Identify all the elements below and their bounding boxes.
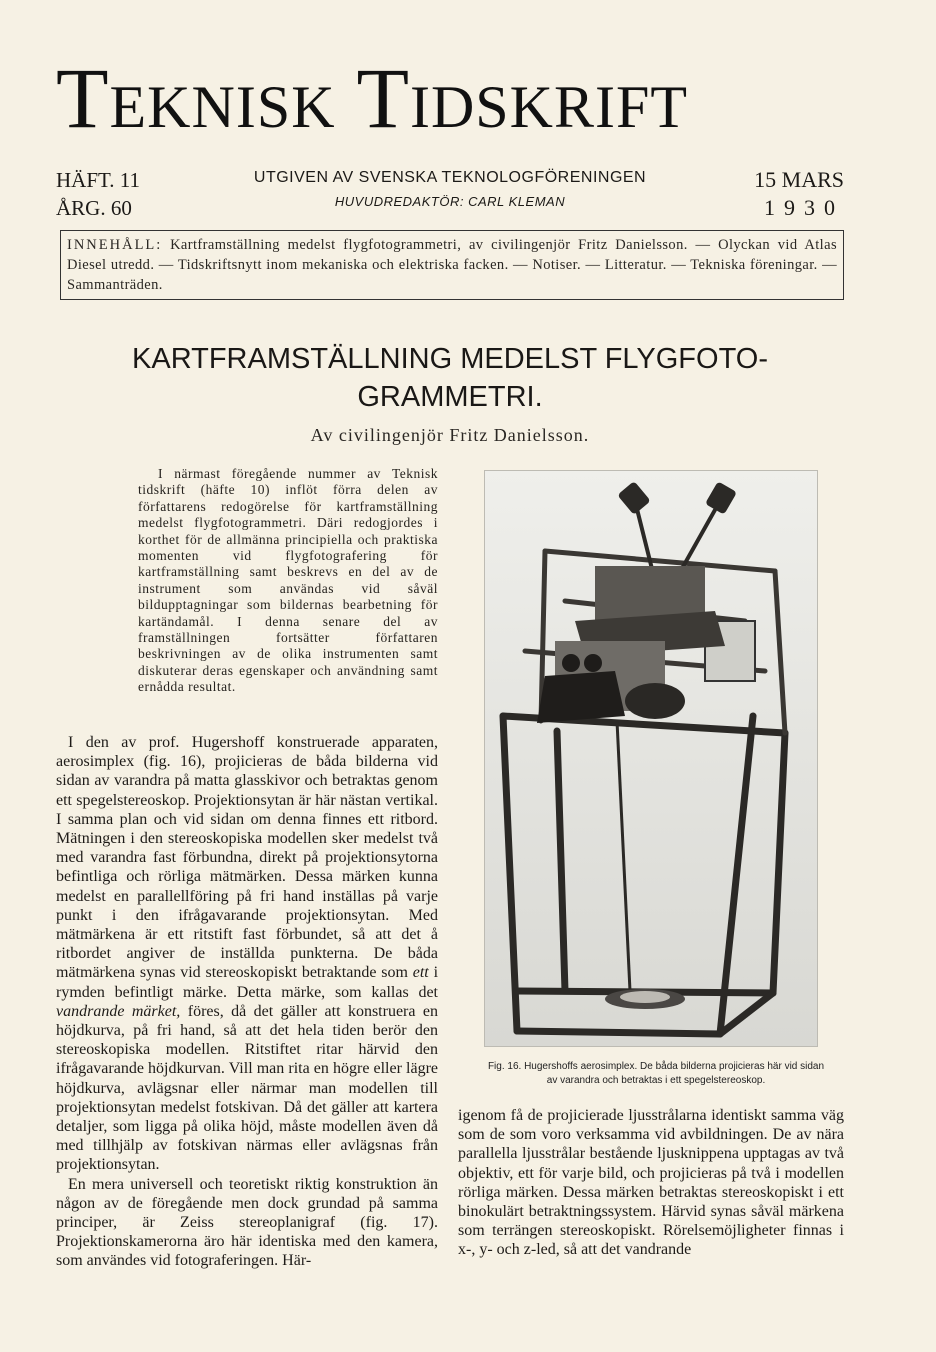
contents-text: Kartframställning medelst flygfotogrammetri, av civilingenjör Fritz Danielsson. — Olyckan vid Atlas Diesel utredd. — Tidskriftsnytt inom mekaniska och elektriska facken. — Notiser. — Litteratur. — Tekniska föreningar. — Sammanträden. [67,237,837,293]
figure-aerosimplex-photo [484,470,818,1047]
paragraph-2: En mera universell och teoretiskt riktig konstruktion än någon av de föregående men dock grundad på samma principer, är Zeiss stereoplanigraf (fig. 17). Projektionskamerorna äro här identiska med den kamera, som användes vid fotograferingen. Här- [56,1175,438,1270]
issue-date [754,166,844,222]
contents-box [60,230,844,300]
aerosimplex-illustration [485,471,817,1046]
contents-label: INNEHÅLL: [67,237,163,253]
year: 1930 [764,195,844,220]
right-column: igenom få de projicierade ljusstrålarna identiskt samma väg som de som voro verksamma vid avbildningen. De av nära parallella ljusstrålar bestående ljusknippena upptagas av två objektiv, ett för varje bild, och projicieras på två i modellen rörliga märken. Dessa märken betraktas stereoskopiskt i ett binokulärt betraktningssystem. Härvid synas såväl märkena som terrängen stereoskopiskt. Rörelsemöjligheter finnas i x-, y- och z-led, så att det vandrande [458,1107,844,1259]
article-byline: Av civilingenjör Fritz Danielsson. [310,425,590,445]
article-title [100,340,800,416]
volume-number: ÅRG. 60 [56,196,132,220]
article-summary: I närmast föregående nummer av Teknisk tidskrift (häfte 10) inflöt förra delen av författarens redogörelse för kartframställning medelst flygfotogrammetri. Däri redogjordes i korthet för de allmänna principiella och praktiska momenten vid flygfotografering för kartframställning samt beskrevs en del av de instrument som användas vid såväl bildupptagningar som bildernas bearbetning för kartändamål. I denna senare del av framställningen fortsätter författaren beskrivningen av de olika instrumenten samt diskuterar deras egenskaper och användning samt ernådda resultat. [138,466,438,695]
issue-number: HÄFT. 11 [56,168,140,192]
masthead-title: Teknisk Tidskrift [56,50,689,146]
editor: HUVUDREDAKTÖR: CARL KLEMAN [334,194,566,209]
left-column [56,733,438,1271]
date: 15 MARS [754,167,844,192]
publisher: UTGIVEN AV SVENSKA TEKNOLOGFÖRENINGEN [253,169,647,186]
paragraph-1: I den av prof. Hugershoff konstruerade apparaten, aerosimplex (fig. 16), projicieras de båda bilderna vid sidan av varandra på matta glasskivor och betraktas genom ett spegelstereoskop. Projektionsytan är här nästan vertikal. I samma plan och vid sidan om denna finnes ett ritbord. Mätningen i den stereoskopiska modellen sker medelst två med varandra fast förbundna, direkt på projektionsytorna befintliga och rörliga mätmärken. Dessa märken kunna medelst en parallellföring på fri hand inställas på varje punkt i den ifrågavarande projektionsytan. Med mätmärkena är ett ritstift fast förbundet, så att det å ritbordet angiver de inställda punkterna. De båda mätmärkena synas vid stereoskopiskt betraktande som ett i rymden befintligt märke. Detta märke, som kallas det vandrande märket, föres, då det gäller att konstruera en höjdkurva, på fri hand, så att det hela tiden berör den stereoskopiska modellen. Ritstiftet ritar härvid den ifrågavarande höjdkurvan. Vill man rita en högre eller lägre höjdkurva, avlägsnar eller närmar man modellen till projektionsytan medelst fotskivan. Då det gäller att kartera detaljer, som ligga på olika höjd, måste modellen även då med tillhjälp av fotskivan närmas eller avlägsnas från projektionsytan. [56,734,439,1174]
article-title-line2: GRAMMETRI. [357,381,543,413]
publisher-info [225,166,675,214]
figure-caption: Fig. 16. Hugershoffs aerosimplex. De båda bilderna projicieras här vid sidan av varandra och betraktas i ett spegelstereoskop. [487,1061,825,1086]
issue-info [56,166,140,222]
article-title-line1: KARTFRAMSTÄLLNING MEDELST FLYGFOTO- [132,343,768,375]
